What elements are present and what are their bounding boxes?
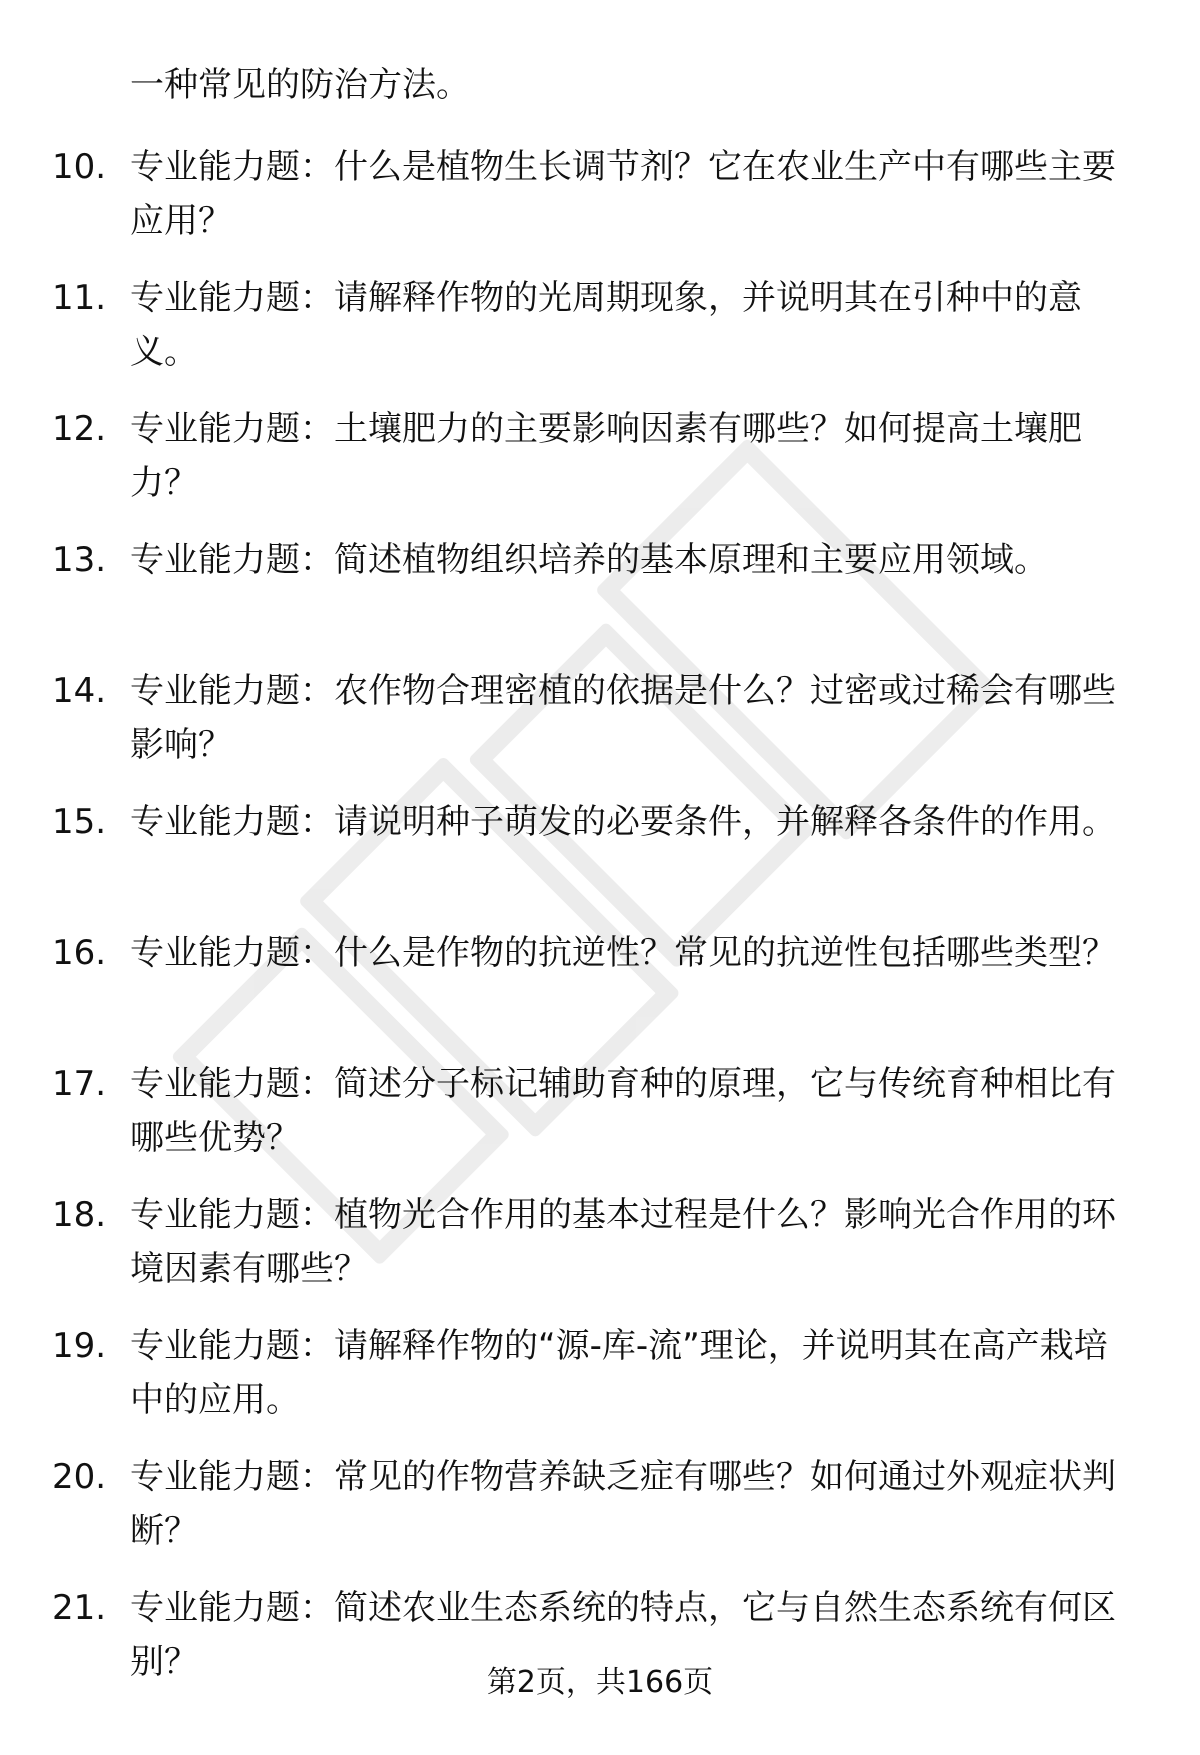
question-item (0, 402, 1200, 533)
question-text: 专业能力题：农作物合理密植的依据是什么？过密或过稀会有哪些影响？ (130, 671, 1116, 765)
question-text: 专业能力题：常见的作物营养缺乏症有哪些？如何通过外观症状判断？ (130, 1457, 1116, 1551)
question-number: 15. (52, 802, 107, 842)
question-text: 专业能力题：植物光合作用的基本过程是什么？影响光合作用的环境因素有哪些？ (130, 1195, 1116, 1289)
question-item (0, 926, 1200, 1057)
question-text: 专业能力题：土壤肥力的主要影响因素有哪些？如何提高土壤肥力？ (130, 409, 1082, 503)
question-item (0, 1319, 1200, 1450)
question-text: 专业能力题：简述农业生态系统的特点，它与自然生态系统有何区别？ (130, 1588, 1116, 1682)
question-number: 14. (52, 671, 107, 711)
question-text: 专业能力题：简述植物组织培养的基本原理和主要应用领域。 (130, 540, 1048, 580)
question-number: 13. (52, 540, 107, 580)
question-list (0, 140, 1200, 1712)
question-text: 专业能力题：什么是植物生长调节剂？它在农业生产中有哪些主要应用？ (130, 147, 1116, 241)
question-item (0, 1188, 1200, 1319)
question-number: 11. (52, 278, 107, 318)
question-number: 21. (52, 1588, 107, 1628)
question-text: 专业能力题：请解释作物的“源-库-流”理论，并说明其在高产栽培中的应用。 (130, 1326, 1108, 1420)
question-number: 16. (52, 933, 107, 973)
question-number: 18. (52, 1195, 107, 1235)
question-number: 12. (52, 409, 107, 449)
question-number: 20. (52, 1457, 107, 1497)
question-item (0, 533, 1200, 664)
question-text: 专业能力题：简述分子标记辅助育种的原理，它与传统育种相比有哪些优势？ (130, 1064, 1116, 1158)
question-number: 17. (52, 1064, 107, 1104)
question-item (0, 664, 1200, 795)
question-item (0, 1450, 1200, 1581)
question-text: 专业能力题：什么是作物的抗逆性？常见的抗逆性包括哪些类型？ (130, 933, 1116, 973)
question-item (0, 140, 1200, 271)
question-number: 10. (52, 147, 107, 187)
question-item (0, 271, 1200, 402)
question-text: 专业能力题：请说明种子萌发的必要条件，并解释各条件的作用。 (130, 802, 1116, 842)
question-item (0, 795, 1200, 926)
question-number: 19. (52, 1326, 107, 1366)
continuation-text: 一种常见的防治方法。 (130, 65, 470, 105)
question-text: 专业能力题：请解释作物的光周期现象，并说明其在引种中的意义。 (130, 278, 1082, 372)
question-item (0, 1057, 1200, 1188)
page-indicator: 第2页，共166页 (486, 1665, 714, 1700)
